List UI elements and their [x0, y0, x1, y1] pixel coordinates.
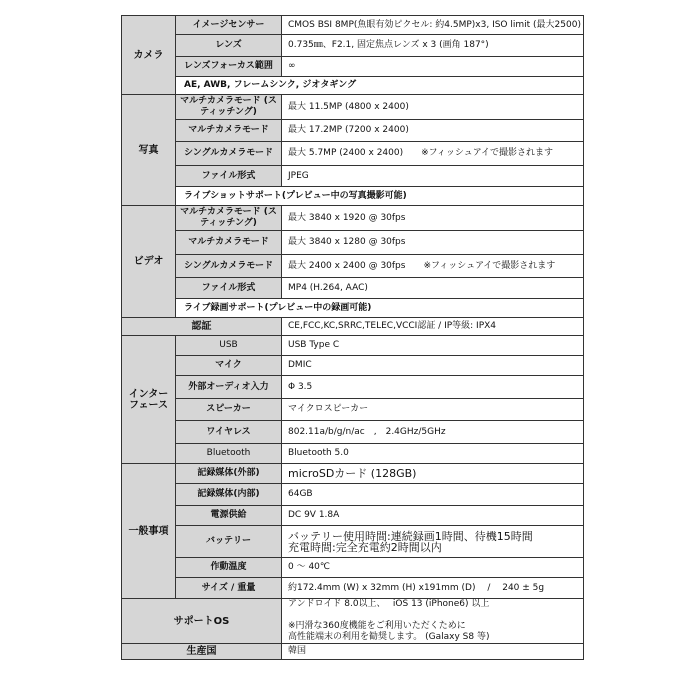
table-row	[122, 444, 584, 464]
certification-value	[282, 318, 584, 336]
interface-row-label	[176, 356, 282, 376]
interface-row-value	[282, 399, 584, 421]
interface-row-value	[282, 444, 584, 464]
video-row-value	[282, 278, 584, 299]
interface-row-label	[176, 399, 282, 421]
support-os-value-text: アンドロイド 8.0以上、 iOS 13 (iPhone6) 以上 ※円滑な360度機能をご利用いただくために 高性能端末の利用を勧奨します。 (Galaxy S8 等)	[288, 599, 490, 642]
general-row-value-text: バッテリー使用時間:連続録画1時間、待機15時間 充電時間:完全充電約2時間以内	[288, 529, 533, 554]
general-row-value-text: 約172.4mm (W) x 32mm (H) x191mm (D) / 240 ± 5g	[288, 582, 545, 593]
certification-label	[122, 318, 282, 336]
general-row-label	[176, 464, 282, 484]
general-row-label	[176, 558, 282, 578]
camera-row-label-text: レンズ	[215, 40, 242, 50]
general-row-value	[282, 484, 584, 506]
table-row	[122, 421, 584, 444]
spec-table	[121, 15, 584, 660]
video-span-row-text: ライブ録画サポート(プレビュー中の録画可能)	[184, 302, 372, 313]
video-row-value-text: 最大 2400 x 2400 @ 30fps	[288, 260, 406, 271]
table-row	[122, 231, 584, 255]
interface-row-value	[282, 376, 584, 399]
interface-row-label	[176, 444, 282, 464]
general-row-label-text: 記録媒体(内部)	[197, 489, 260, 499]
camera-row-value-text: CMOS BSI 8MP(魚眼有効ピクセル: 約4.5MP)x3, ISO limit (最大2500)	[288, 19, 581, 30]
camera-row-value-text: 0.735㎜、F2.1, 固定焦点レンズ x 3 (画角 187°)	[288, 40, 489, 50]
table-row	[122, 599, 584, 644]
photo-row-value-text: 最大 5.7MP (2400 x 2400)	[288, 148, 404, 158]
photo-row-value-text: 最大 11.5MP (4800 x 2400)	[288, 101, 409, 112]
category-photo-text: 写真	[138, 144, 159, 156]
camera-row-label	[176, 57, 282, 77]
interface-row-label-text: 外部オーディオ入力	[188, 381, 269, 392]
table-row	[122, 35, 584, 57]
video-row-value	[282, 255, 584, 278]
photo-row-label	[176, 120, 282, 142]
camera-row-label	[176, 35, 282, 57]
general-row-value-text: DC 9V 1.8A	[288, 510, 340, 520]
support-os-label-text: サポートOS	[173, 615, 230, 627]
interface-row-value	[282, 421, 584, 444]
general-row-label-text: サイズ / 重量	[201, 582, 256, 593]
general-row-label	[176, 484, 282, 506]
camera-span-row-text: AE, AWB, フレームシンク, ジオタギング	[184, 80, 357, 90]
general-row-label-text: 電源供給	[210, 510, 247, 520]
general-row-value-text: 64GB	[288, 489, 313, 499]
photo-row-label-text: ファイル形式	[201, 170, 256, 181]
photo-row-note: ※フィッシュアイで撮影されます	[421, 148, 553, 158]
camera-row-label-text: レンズフォーカス範囲	[184, 61, 273, 71]
table-row	[122, 95, 584, 120]
table-row	[122, 558, 584, 578]
photo-row-label	[176, 95, 282, 120]
interface-row-value-text: DMIC	[288, 360, 312, 370]
video-span-row	[176, 299, 584, 318]
video-row-label	[176, 255, 282, 278]
interface-row-value-text: USB Type C	[288, 340, 340, 350]
support-os-value	[282, 599, 584, 644]
category-video-text: ビデオ	[133, 256, 164, 267]
photo-row-label	[176, 166, 282, 187]
table-row	[122, 255, 584, 278]
photo-row-value	[282, 142, 584, 166]
video-row-label	[176, 278, 282, 299]
category-general-text: 一般事項	[128, 525, 169, 537]
photo-row-label	[176, 142, 282, 166]
camera-span-row	[176, 77, 584, 95]
table-row	[122, 336, 584, 356]
category-video	[122, 206, 176, 318]
table-row	[122, 77, 584, 95]
photo-row-value	[282, 166, 584, 187]
video-row-value	[282, 206, 584, 231]
table-row	[122, 278, 584, 299]
table-row	[122, 464, 584, 484]
video-row-label	[176, 231, 282, 255]
photo-row-value-text: JPEG	[288, 170, 309, 181]
certification-value-text: CE,FCC,KC,SRRC,TELEC,VCCI認証 / IP等級: IPX4	[288, 321, 497, 331]
category-camera	[122, 16, 176, 95]
table-row	[122, 299, 584, 318]
camera-row-value-text: ∞	[288, 61, 296, 71]
photo-row-value-text: 最大 17.2MP (7200 x 2400)	[288, 125, 409, 135]
photo-row-value	[282, 95, 584, 120]
interface-row-label	[176, 421, 282, 444]
table-row	[122, 187, 584, 206]
interface-row-value	[282, 356, 584, 376]
photo-row-label-text: マルチカメラモード	[188, 125, 269, 135]
interface-row-value-text: マイクロスピーカー	[288, 404, 369, 414]
camera-row-label	[176, 16, 282, 35]
interface-row-label-text: Bluetooth	[206, 448, 251, 458]
table-row	[122, 120, 584, 142]
category-photo	[122, 95, 176, 206]
photo-span-row	[176, 187, 584, 206]
general-row-label	[176, 578, 282, 599]
general-row-value-text: microSDカード (128GB)	[288, 467, 417, 480]
table-row	[122, 356, 584, 376]
interface-row-label-text: ワイヤレス	[206, 426, 251, 437]
general-row-label-text: 作動温度	[210, 562, 247, 572]
origin-value	[282, 644, 584, 660]
video-row-label	[176, 206, 282, 231]
interface-row-value-text: Bluetooth 5.0	[288, 448, 349, 458]
photo-row-label-text: マルチカメラモード (スティッチング)	[180, 96, 277, 117]
general-row-label	[176, 526, 282, 558]
table-row	[122, 644, 584, 660]
table-row	[122, 399, 584, 421]
general-row-value	[282, 526, 584, 558]
video-row-label-text: ファイル形式	[201, 282, 256, 293]
category-general	[122, 464, 176, 599]
category-interface-text: インター フェース	[128, 388, 169, 411]
table-row	[122, 318, 584, 336]
table-row	[122, 166, 584, 187]
video-row-value-text: MP4 (H.264, AAC)	[288, 282, 368, 293]
table-row	[122, 484, 584, 506]
interface-row-label-text: マイク	[215, 360, 242, 370]
table-row	[122, 16, 584, 35]
category-interface	[122, 336, 176, 464]
table-row	[122, 206, 584, 231]
photo-row-label-text: シングルカメラモード	[184, 148, 273, 158]
certification-label-text: 認証	[191, 321, 212, 332]
interface-row-value	[282, 336, 584, 356]
video-row-value-text: 最大 3840 x 1920 @ 30fps	[288, 212, 406, 223]
interface-row-label-text: スピーカー	[206, 404, 251, 414]
video-row-label-text: マルチカメラモード (スティッチング)	[180, 207, 277, 228]
support-os-label	[122, 599, 282, 644]
general-row-value	[282, 558, 584, 578]
interface-row-label-text: USB	[219, 340, 238, 350]
category-camera-text: カメラ	[133, 49, 164, 61]
general-row-value	[282, 464, 584, 484]
general-row-label-text: バッテリー	[205, 536, 251, 546]
interface-row-value-text: 802.11a/b/g/n/ac , 2.4GHz/5GHz	[288, 426, 446, 437]
table-row	[122, 578, 584, 599]
interface-row-label	[176, 336, 282, 356]
video-row-note: ※フィッシュアイで撮影されます	[423, 260, 556, 271]
table-row	[122, 526, 584, 558]
video-row-label-text: マルチカメラモード	[188, 237, 269, 247]
camera-row-value	[282, 16, 584, 35]
origin-value-text: 韓国	[288, 646, 307, 656]
video-row-value	[282, 231, 584, 255]
general-row-value	[282, 506, 584, 526]
camera-row-value	[282, 57, 584, 77]
table-row	[122, 142, 584, 166]
interface-row-value-text: Φ 3.5	[288, 381, 313, 392]
general-row-value-text: 0 ～ 40℃	[288, 562, 331, 572]
general-row-label-text: 記録媒体(外部)	[197, 468, 260, 478]
interface-row-label	[176, 376, 282, 399]
camera-row-value	[282, 35, 584, 57]
general-row-label	[176, 506, 282, 526]
origin-label-text: 生産国	[186, 646, 217, 657]
table-row	[122, 57, 584, 77]
photo-row-value	[282, 120, 584, 142]
photo-span-row-text: ライブショットサポート(プレビュー中の写真撮影可能)	[184, 190, 407, 201]
general-row-value	[282, 578, 584, 599]
video-row-label-text: シングルカメラモード	[184, 260, 273, 271]
camera-row-label-text: イメージセンサー	[192, 19, 265, 30]
origin-label	[122, 644, 282, 660]
table-row	[122, 376, 584, 399]
table-row	[122, 506, 584, 526]
video-row-value-text: 最大 3840 x 1280 @ 30fps	[288, 237, 406, 247]
